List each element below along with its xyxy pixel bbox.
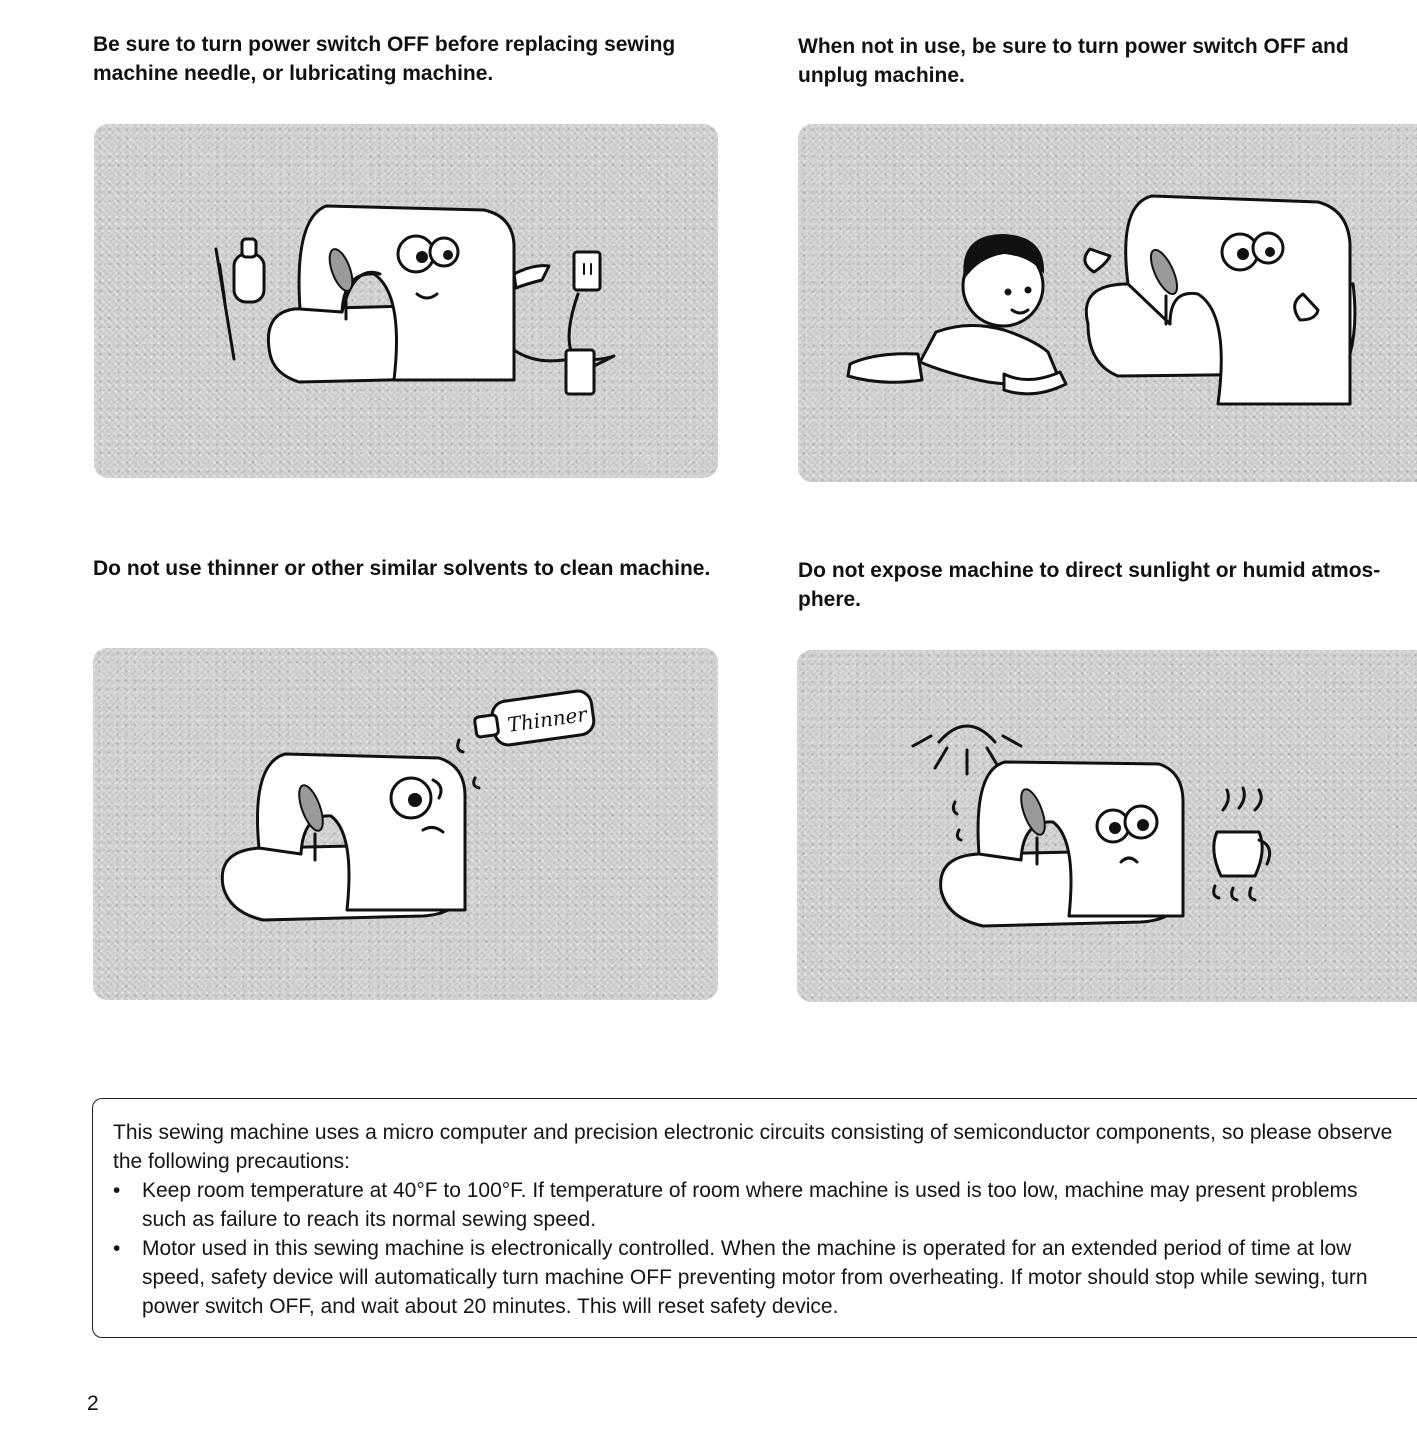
notice-list <box>113 1176 1403 1321</box>
notice-item-text: Motor used in this sewing machine is electronically controlled. When the machine is operated for an extended period of time at low speed, safety device will automatically turn machine OFF preventing motor from overheating. If motor should stop while sewing, turn power switch OFF, and wait about 20 minutes. This will reset safety device. <box>142 1237 1368 1318</box>
sewing-machine-child-illustration <box>798 124 1417 482</box>
bullet-icon: • <box>113 1237 121 1260</box>
notice-intro: This sewing machine uses a micro computer and precision electronic circuits consisting of semiconductor components, so please observe the following precautions: <box>113 1121 1393 1173</box>
illustration-no-sunlight-humidity <box>797 650 1417 1002</box>
sewing-machine-thinner-illustration <box>93 648 718 1000</box>
illustration-no-thinner <box>93 648 718 1000</box>
thinner-bottle-label: Thinner <box>505 702 589 737</box>
bullet-icon: • <box>113 1179 121 1202</box>
sewing-machine-sun-steam-illustration <box>797 650 1417 1002</box>
notice-item <box>113 1176 1403 1234</box>
caption-line: phere. <box>798 588 862 611</box>
electronics-notice <box>113 1118 1403 1321</box>
caption-line: Do not expose machine to direct sunlight or humid atmos- <box>798 559 1381 582</box>
notice-item <box>113 1234 1403 1321</box>
page-number: 2 <box>87 1392 99 1415</box>
notice-item-text: Keep room temperature at 40°F to 100°F. If temperature of room where machine is used is too low, machine may present problems such as failure to reach its normal sewing speed. <box>142 1179 1358 1231</box>
caption-no-thinner: Do not use thinner or other similar solvents to clean machine. <box>93 557 711 580</box>
illustration-unplug-child-safety <box>798 124 1417 482</box>
caption-no-sunlight-humidity <box>798 556 1417 614</box>
caption-unplug-when-not-in-use <box>798 32 1417 90</box>
illustration-power-switch-off <box>94 124 718 478</box>
sewing-machine-outlet-illustration <box>94 124 718 478</box>
caption-line: unplug machine. <box>798 64 965 87</box>
caption-line: When not in use, be sure to turn power switch OFF and <box>798 35 1349 58</box>
caption-power-off-before-needle: Be sure to turn power switch OFF before replacing sewing machine needle, or lubricating machine. <box>93 33 676 85</box>
